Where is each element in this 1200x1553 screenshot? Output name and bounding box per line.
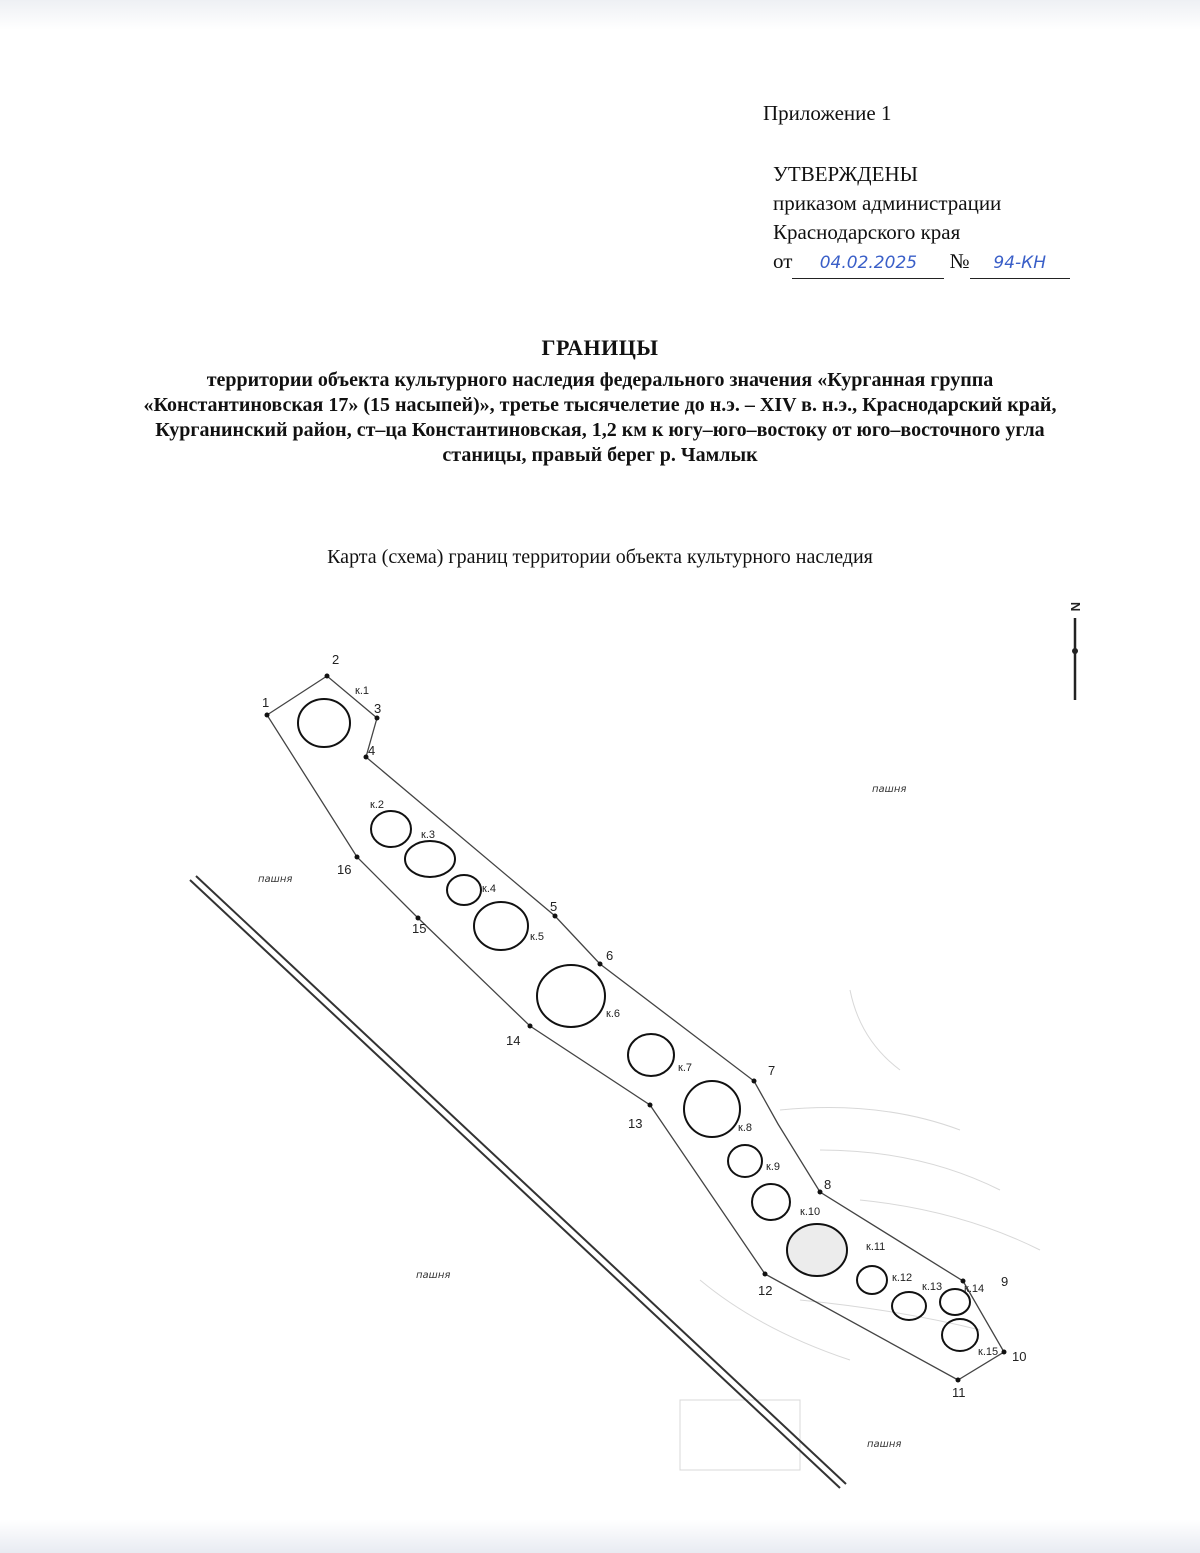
boundary-point-label: 15 (412, 921, 427, 936)
mound-outline (892, 1292, 926, 1320)
mound-label: к.11 (866, 1241, 886, 1253)
mound-label: к.5 (530, 931, 544, 943)
mound-outline (942, 1319, 978, 1351)
boundary-point-label: 5 (550, 899, 558, 914)
number-value: 94-КН (993, 253, 1047, 273)
boundary-point-label: 6 (606, 948, 614, 963)
field-label: пашня (416, 1270, 451, 1281)
mound-outline (447, 875, 481, 905)
boundary-point-label: 16 (337, 862, 352, 877)
approved-by-line1: приказом администрации (773, 191, 1002, 215)
mound-outline (537, 965, 605, 1027)
field-label: пашня (258, 874, 293, 885)
mound-label: к.3 (421, 829, 435, 841)
boundary-point-label: 10 (1012, 1349, 1027, 1364)
boundary-point-label: 14 (506, 1033, 521, 1048)
map-caption: Карта (схема) границ территории объекта культурного наследия (327, 546, 873, 568)
boundary-point-label: 9 (1001, 1274, 1009, 1289)
mound-outline (684, 1081, 740, 1137)
mound-outline (298, 699, 350, 747)
boundary-point-label: 7 (768, 1063, 776, 1078)
mound-outline (628, 1034, 674, 1076)
background-contours (680, 990, 1040, 1470)
mound-label: к.12 (892, 1272, 913, 1284)
mound-label: к.9 (766, 1161, 780, 1173)
mound-label: к.13 (922, 1281, 943, 1293)
field-label: пашня (872, 784, 907, 795)
boundary-point-label: 13 (628, 1116, 643, 1131)
mounds (298, 699, 978, 1351)
approved-by-line2: Краснодарского края (773, 220, 961, 244)
boundary-map (0, 590, 1200, 1490)
boundary-point-label: 4 (368, 743, 376, 758)
approval-block (773, 160, 1070, 279)
date-prefix: от (773, 249, 793, 273)
mound-label: к.10 (800, 1206, 821, 1218)
mound-outline (787, 1224, 847, 1276)
mound-label: к.4 (482, 883, 496, 895)
mound-label: к.1 (355, 685, 369, 697)
mound-label: к.8 (738, 1122, 752, 1134)
mound-outline (752, 1184, 790, 1220)
mound-label: к.7 (678, 1062, 692, 1074)
north-arrow (1068, 602, 1083, 700)
boundary-point-label: 12 (758, 1283, 773, 1298)
scan-edge-top (0, 0, 1200, 30)
field-label: пашня (867, 1439, 902, 1450)
road (190, 876, 846, 1488)
mound-outline (474, 902, 528, 950)
boundary-point-label: 11 (952, 1385, 966, 1400)
mound-label: к.2 (370, 799, 384, 811)
boundary-point-label: 3 (374, 701, 382, 716)
number-prefix: № (949, 249, 970, 273)
document-title: ГРАНИЦЫ (541, 335, 659, 360)
boundary-point-label: 1 (262, 695, 270, 710)
mound-outline (857, 1266, 887, 1294)
mound-label: к.15 (978, 1346, 999, 1358)
mound-outline (371, 811, 411, 847)
approved-title: УТВЕРЖДЕНЫ (773, 162, 918, 186)
document-subtitle: территории объекта культурного наследия федерального значения «Курганная группа «Константиновская 17» (15 насыпей)», третье тысячелетие до н.э. – XIV в. н.э., Краснодарский край, Курганинский район, ст–ца Константиновская, 1,2 км к югу–юго–востоку от юго–восточного угла станицы, правый берег р. Чамлык (143, 369, 1057, 466)
boundary-point-label: 8 (824, 1177, 832, 1192)
mound-label: к.14 (964, 1283, 985, 1295)
scan-edge-bottom (0, 1520, 1200, 1553)
boundary-point-label: 2 (332, 652, 340, 667)
date-value: 04.02.2025 (819, 253, 918, 273)
mound-label: к.6 (606, 1008, 620, 1020)
approval-date-line (773, 247, 1070, 279)
mound-outline (405, 841, 455, 877)
annex-label: Приложение 1 (763, 101, 892, 125)
mound-outline (728, 1145, 762, 1177)
north-label: N (1068, 602, 1083, 612)
